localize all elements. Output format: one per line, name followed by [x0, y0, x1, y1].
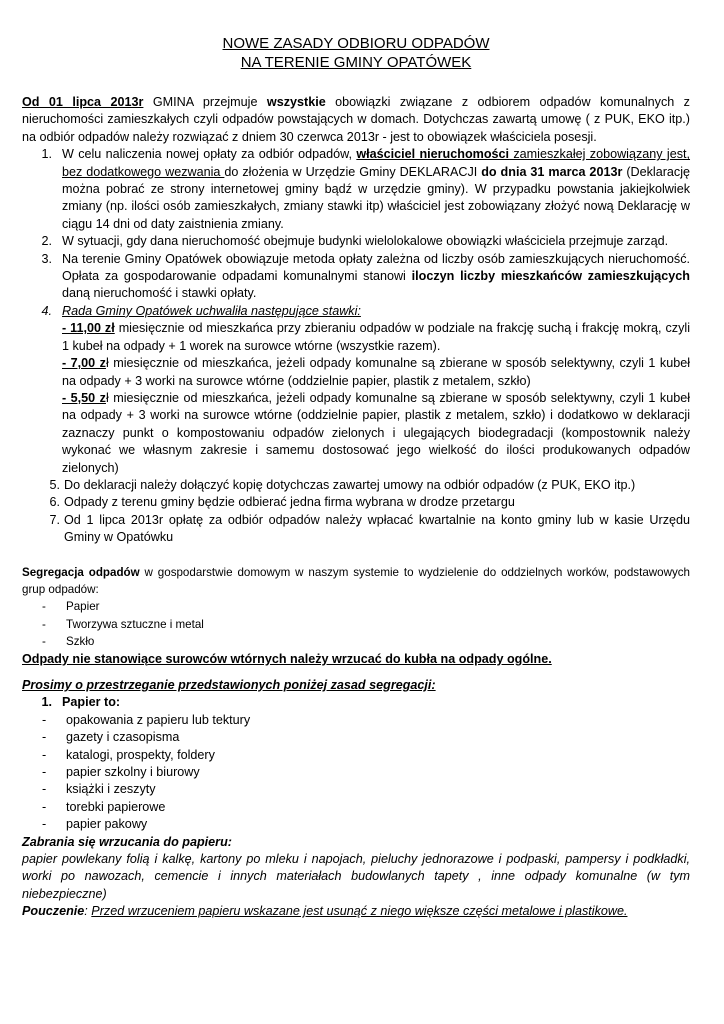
list-item-1 — [22, 146, 690, 233]
rate-3-unit: ł — [105, 390, 109, 405]
group-label: Papier — [66, 600, 100, 614]
paper-list — [22, 712, 690, 834]
list-item — [22, 747, 690, 764]
advice-text: Przed wrzuceniem papieru wskazane jest usunąć z niego większe części metalowe i plastikowe. — [91, 904, 628, 919]
list-text — [62, 251, 690, 303]
dash-bullet: - — [42, 765, 47, 780]
list-item-2 — [22, 233, 690, 250]
list-item — [22, 781, 690, 798]
rate-1-text: miesięcznie od mieszkańca przy zbieraniu odpadów w podziale na frakcję suchą i frakcję mokrą, czyli 1 kubeł na odpady + 1 worek na surowce wtórne (wszystkie razem). — [62, 321, 691, 353]
segregation-label: Segregacja odpadów — [22, 565, 140, 579]
rate-2-amount: - 7,00 z — [62, 356, 106, 371]
advice-paragraph — [22, 903, 690, 920]
segregation-section — [22, 564, 690, 651]
title-line-1: NOWE ZASADY ODBIORU ODPADÓW — [222, 35, 490, 52]
intro-text-1: GMINA przejmuje — [143, 95, 267, 109]
dash-bullet: - — [42, 617, 46, 631]
list-text: Do deklaracji należy dołączyć kopię dotychczas zawartej umowy na odbiór odpadów (z PUK, EKO itp.) — [64, 477, 636, 492]
list-number: 2. — [41, 234, 52, 249]
rate-1-amount: - 11,00 zł — [62, 321, 115, 336]
list-item — [22, 799, 690, 816]
dash-bullet: - — [42, 635, 46, 649]
segregation-group — [22, 616, 690, 633]
forbidden-heading: Zabrania się wrzucania do papieru: — [22, 834, 232, 849]
paper-item: papier szkolny i biurowy — [66, 765, 200, 780]
paper-item: papier pakowy — [66, 817, 148, 832]
group-label: Tworzywa sztuczne i metal — [66, 617, 204, 631]
list-item-3 — [22, 251, 690, 303]
list-item — [22, 729, 690, 746]
paper-item: gazety i czasopisma — [66, 730, 180, 745]
dash-bullet: - — [42, 730, 47, 745]
item1-text-1: W celu naliczenia nowej opłaty za odbiór odpadów, — [62, 147, 357, 162]
document-page — [22, 34, 690, 921]
dash-bullet: - — [42, 712, 47, 727]
segregation-text: w gospodarstwie domowym w naszym systemie to wydzielenie do oddzielnych worków, podstawowych grup odpadów: — [22, 565, 690, 596]
forbidden-text: papier powlekany folią i kalkę, kartony po mleku i napojach, pieluchy jednorazowe i podpaski, pampersy i podkładki, worki po nawozach, cemencie i innych materiałach budowlanych tapety , inne odpady komunalne (w tym niebezpieczne) — [22, 852, 690, 901]
paper-item: katalogi, prospekty, foldery — [66, 747, 215, 762]
segregation-group — [22, 633, 690, 650]
rates-heading: Rada Gminy Opatówek uchwaliła następujące stawki: — [62, 303, 361, 318]
list-number: 1. — [41, 695, 52, 710]
rate-2-unit: ł — [105, 356, 109, 371]
paper-heading — [22, 694, 690, 711]
list-text: Odpady z terenu gminy będzie odbierać jedna firma wybrana w drodze przetargu — [64, 495, 515, 510]
list-text: W sytuacji, gdy dana nieruchomość obejmuje budynki wielolokalowe obowiązki właściciela przejmuje zarząd. — [62, 234, 669, 249]
list-item-6 — [22, 494, 690, 511]
advice-colon: : — [84, 904, 88, 919]
list-item — [22, 712, 690, 729]
rate-3-amount: - 5,50 z — [62, 390, 106, 405]
list-number: 4. — [41, 303, 52, 318]
item1-deadline: do dnia 31 marca 2013r — [481, 164, 623, 179]
list-number: 3. — [41, 251, 52, 266]
paper-item: torebki papierowe — [66, 799, 166, 814]
list-item — [22, 764, 690, 781]
item1-owner: właściciel nieruchomości — [356, 147, 510, 162]
item1-text-4: (Deklarację można pobrać ze strony internetowej gminy bądź w urzędzie gminy). W przypadku powstania jakiejkolwiek zmiany (np. ilości osób zamieszkałych, zmiany stawki itp) właściciel jest zobowiązany złożyć nową Deklarację w ciągu 14 dni od daty zaistnienia zmiany. — [62, 164, 691, 231]
list-number: 6. — [49, 495, 60, 510]
list-text: Od 1 lipca 2013r opłatę za odbiór odpadów należy wpłacać kwartalnie na konto gminy lub w kasie Urzędu Gminy w Opatówku — [64, 512, 690, 545]
rate-2-text: miesięcznie od mieszkańca, jeżeli odpady komunalne są zbierane w sposób selektywny, czyli 1 kubeł na odpady + 3 worki na surowce wtórne (oddzielnie papier, plastik z metalem, szkło) — [62, 356, 691, 388]
list-item — [22, 816, 690, 833]
intro-all: wszystkie — [266, 95, 326, 109]
paper-item: książki i zeszyty — [66, 782, 156, 797]
list-item-4 — [22, 303, 690, 477]
segregation-paragraph — [22, 564, 690, 599]
segregation-group — [22, 598, 690, 615]
segregation-rule: Odpady nie stanowiące surowców wtórnych należy wrzucać do kubła na odpady ogólne. — [22, 651, 552, 666]
list-item-5 — [22, 477, 690, 494]
dash-bullet: - — [42, 782, 47, 797]
document-title — [22, 34, 690, 72]
dash-bullet: - — [42, 600, 46, 614]
segregation-request: Prosimy o przestrzeganie przedstawionych poniżej zasad segregacji: — [22, 678, 436, 692]
item1-text-2: zamieszkałej zobowiązany jest, bez dodatkowego wezwania — [62, 147, 691, 179]
rate-3-text: miesięcznie od mieszkańca, jeżeli odpady komunalne są zbierane w sposób selektywny, czyli 1 kubeł na odpady + 3 worki na surowce wtórne (oddzielnie papier, plastik z metalem, szkło) i dodatkowo w deklaracji zaznaczy punkt o kompostowaniu odpadów zielonych i ulegających biodegradacji (kompostownik należy wykonać we własnym zakresie i samemu dostosować jego wielkość do ilości produkowanych odpadów zielonych) — [62, 390, 691, 475]
advice-label: Pouczenie — [22, 904, 85, 919]
item3-text-2: daną nieruchomość i stawki opłaty. — [62, 286, 257, 301]
intro-paragraph — [22, 94, 690, 146]
list-number: 7. — [49, 512, 60, 527]
intro-date: Od 01 lipca 2013r — [22, 95, 144, 109]
dash-bullet: - — [42, 799, 47, 814]
list-number: 5. — [49, 477, 60, 492]
list-item-7 — [22, 512, 690, 547]
rates-block — [62, 303, 690, 477]
paper-heading-label: Papier to: — [62, 695, 121, 710]
intro-text-2: obowiązki związane z odbiorem odpadów komunalnych z nieruchomości zamieszkałych czyli odpadów powstających w domach. Dotychczas zawartą umowę ( z PUK, EKO itp.) na odbiór odpadów należy rozwiązać z dniem 30 czerwca 2013r - jest to obowiązek właściciela posesji. — [22, 95, 690, 144]
title-line-2: NA TERENIE GMINY OPATÓWEK — [240, 54, 472, 71]
item3-bold: iloczyn liczby mieszkańców zamieszkujących — [411, 269, 691, 284]
list-number: 1. — [41, 147, 52, 162]
paper-item: opakowania z papieru lub tektury — [66, 712, 251, 727]
dash-bullet: - — [42, 747, 47, 762]
group-label: Szkło — [66, 635, 95, 649]
item3-text-1: Na terenie Gminy Opatówek obowiązuje metoda opłaty zależna od liczby osób zamieszkujących nieruchomość. Opłata za gospodarowanie odpadami komunalnymi stanowi — [62, 251, 690, 284]
dash-bullet: - — [42, 817, 47, 832]
item1-text-3: do złożenia w Urzędzie Gminy DEKLARACJI — [224, 164, 482, 179]
list-text — [62, 146, 690, 233]
